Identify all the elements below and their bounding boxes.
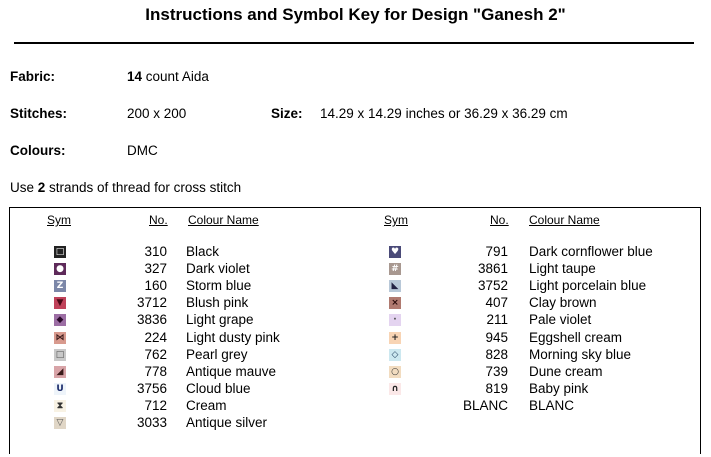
no-header-right: No. — [490, 213, 509, 227]
left-colour-number: 712 — [144, 397, 167, 413]
stitches-value: 200 x 200 — [127, 106, 187, 121]
left-colour-number: 3033 — [136, 415, 167, 430]
left-swatch-icon-3712: ▼ — [54, 297, 66, 309]
left-colour-name: Pearl grey — [186, 346, 248, 362]
colour-name-header-left: Colour Name — [188, 213, 259, 227]
page-title: Instructions and Symbol Key for Design "Ganesh 2" — [145, 5, 566, 24]
colours-label: Colours: — [10, 143, 66, 158]
right-swatch-icon-791: ♥ — [390, 247, 400, 257]
size-value: 14.29 x 14.29 inches or 36.29 x 36.29 cm — [320, 106, 568, 121]
instruction-text-start: Use — [10, 180, 38, 195]
right-colour-name: Dark cornflower blue — [529, 244, 653, 259]
left-colour-number: 310 — [144, 244, 167, 259]
right-colour-number: 945 — [485, 329, 508, 345]
instruction-text-end: strands of thread for cross stitch — [45, 180, 242, 195]
right-colour-number: 791 — [485, 244, 508, 259]
right-swatch-icon-819: ∩ — [389, 383, 401, 395]
left-colour-name: Cloud blue — [186, 380, 251, 396]
right-colour-number: 739 — [485, 363, 508, 379]
right-swatch-icon-3861: # — [389, 263, 401, 275]
right-colour-name: Morning sky blue — [529, 346, 632, 362]
right-colour-name: Pale violet — [529, 312, 592, 328]
right-colour-name: Clay brown — [529, 295, 597, 311]
left-colour-name: Blush pink — [186, 295, 249, 311]
left-colour-number: 762 — [144, 346, 167, 362]
sym-header-right: Sym — [384, 213, 408, 227]
colour-name-header-right: Colour Name — [529, 213, 600, 227]
left-colour-number: 778 — [144, 363, 167, 379]
left-colour-number: 3712 — [136, 295, 167, 311]
left-colour-name: Storm blue — [186, 278, 252, 294]
fabric-count: 14 — [127, 69, 143, 84]
right-colour-name: Light taupe — [529, 261, 596, 277]
right-colour-number: 3861 — [477, 261, 508, 277]
right-colour-number: 3752 — [477, 278, 508, 294]
left-colour-number: 3756 — [136, 380, 167, 396]
right-swatch-icon-3752: ◣ — [389, 280, 401, 292]
right-colour-name: BLANC — [529, 397, 575, 413]
right-swatch-icon-211: · — [389, 314, 401, 326]
right-colour-number: 211 — [486, 312, 508, 328]
left-colour-name: Light dusty pink — [186, 329, 280, 345]
left-swatch-icon-160: Z — [54, 280, 66, 292]
strand-count: 2 — [37, 180, 46, 195]
left-colour-name: Dark violet — [186, 261, 250, 277]
stitches-label: Stitches: — [10, 106, 68, 121]
left-swatch-icon-762: □ — [55, 349, 65, 360]
left-colour-name: Antique mauve — [186, 363, 277, 379]
left-swatch-icon-3756: U — [54, 383, 66, 395]
no-header-left: No. — [149, 213, 168, 227]
right-colour-number: 819 — [485, 380, 508, 396]
right-swatch-icon-945: + — [389, 332, 401, 344]
right-swatch-icon-BLANC — [389, 400, 401, 412]
sym-header-left: Sym — [47, 213, 71, 227]
fabric-label: Fabric: — [10, 69, 56, 84]
left-swatch-icon-712: ⧗ — [54, 400, 66, 412]
left-swatch-icon-310: □ — [55, 247, 65, 257]
right-swatch-icon-828: ◇ — [389, 349, 401, 361]
right-colour-name: Dune cream — [529, 363, 603, 379]
left-colour-number: 160 — [144, 278, 167, 294]
left-swatch-icon-778: ◢ — [54, 366, 66, 378]
thread-instruction — [10, 180, 241, 195]
right-colour-name: Light porcelain blue — [529, 278, 647, 294]
left-colour-name: Light grape — [186, 312, 254, 328]
left-colour-number: 224 — [144, 329, 167, 345]
left-colour-name: Cream — [186, 397, 227, 413]
fabric-type: count Aida — [142, 69, 209, 84]
left-colour-name: Antique silver — [186, 415, 268, 430]
right-swatch-icon-739: ○ — [389, 366, 401, 378]
left-colour-number: 3836 — [136, 312, 167, 328]
left-swatch-icon-3033: ▽ — [54, 417, 66, 429]
right-colour-name: Eggshell cream — [529, 329, 623, 345]
right-colour-number: 407 — [485, 295, 508, 311]
right-swatch-icon-407: × — [389, 297, 401, 309]
right-colour-number: 828 — [485, 346, 508, 362]
right-colour-name: Baby pink — [529, 380, 589, 396]
size-label: Size: — [271, 106, 303, 121]
left-swatch-icon-3836: ◆ — [54, 314, 66, 326]
title-divider — [14, 42, 694, 44]
right-colour-number: BLANC — [462, 397, 508, 413]
fabric-value — [127, 69, 209, 84]
left-swatch-icon-224: ⋈ — [55, 332, 65, 343]
left-swatch-icon-327: ● — [54, 263, 66, 275]
colours-value: DMC — [127, 143, 158, 158]
left-colour-number: 327 — [144, 261, 167, 277]
left-colour-name: Black — [186, 244, 220, 259]
